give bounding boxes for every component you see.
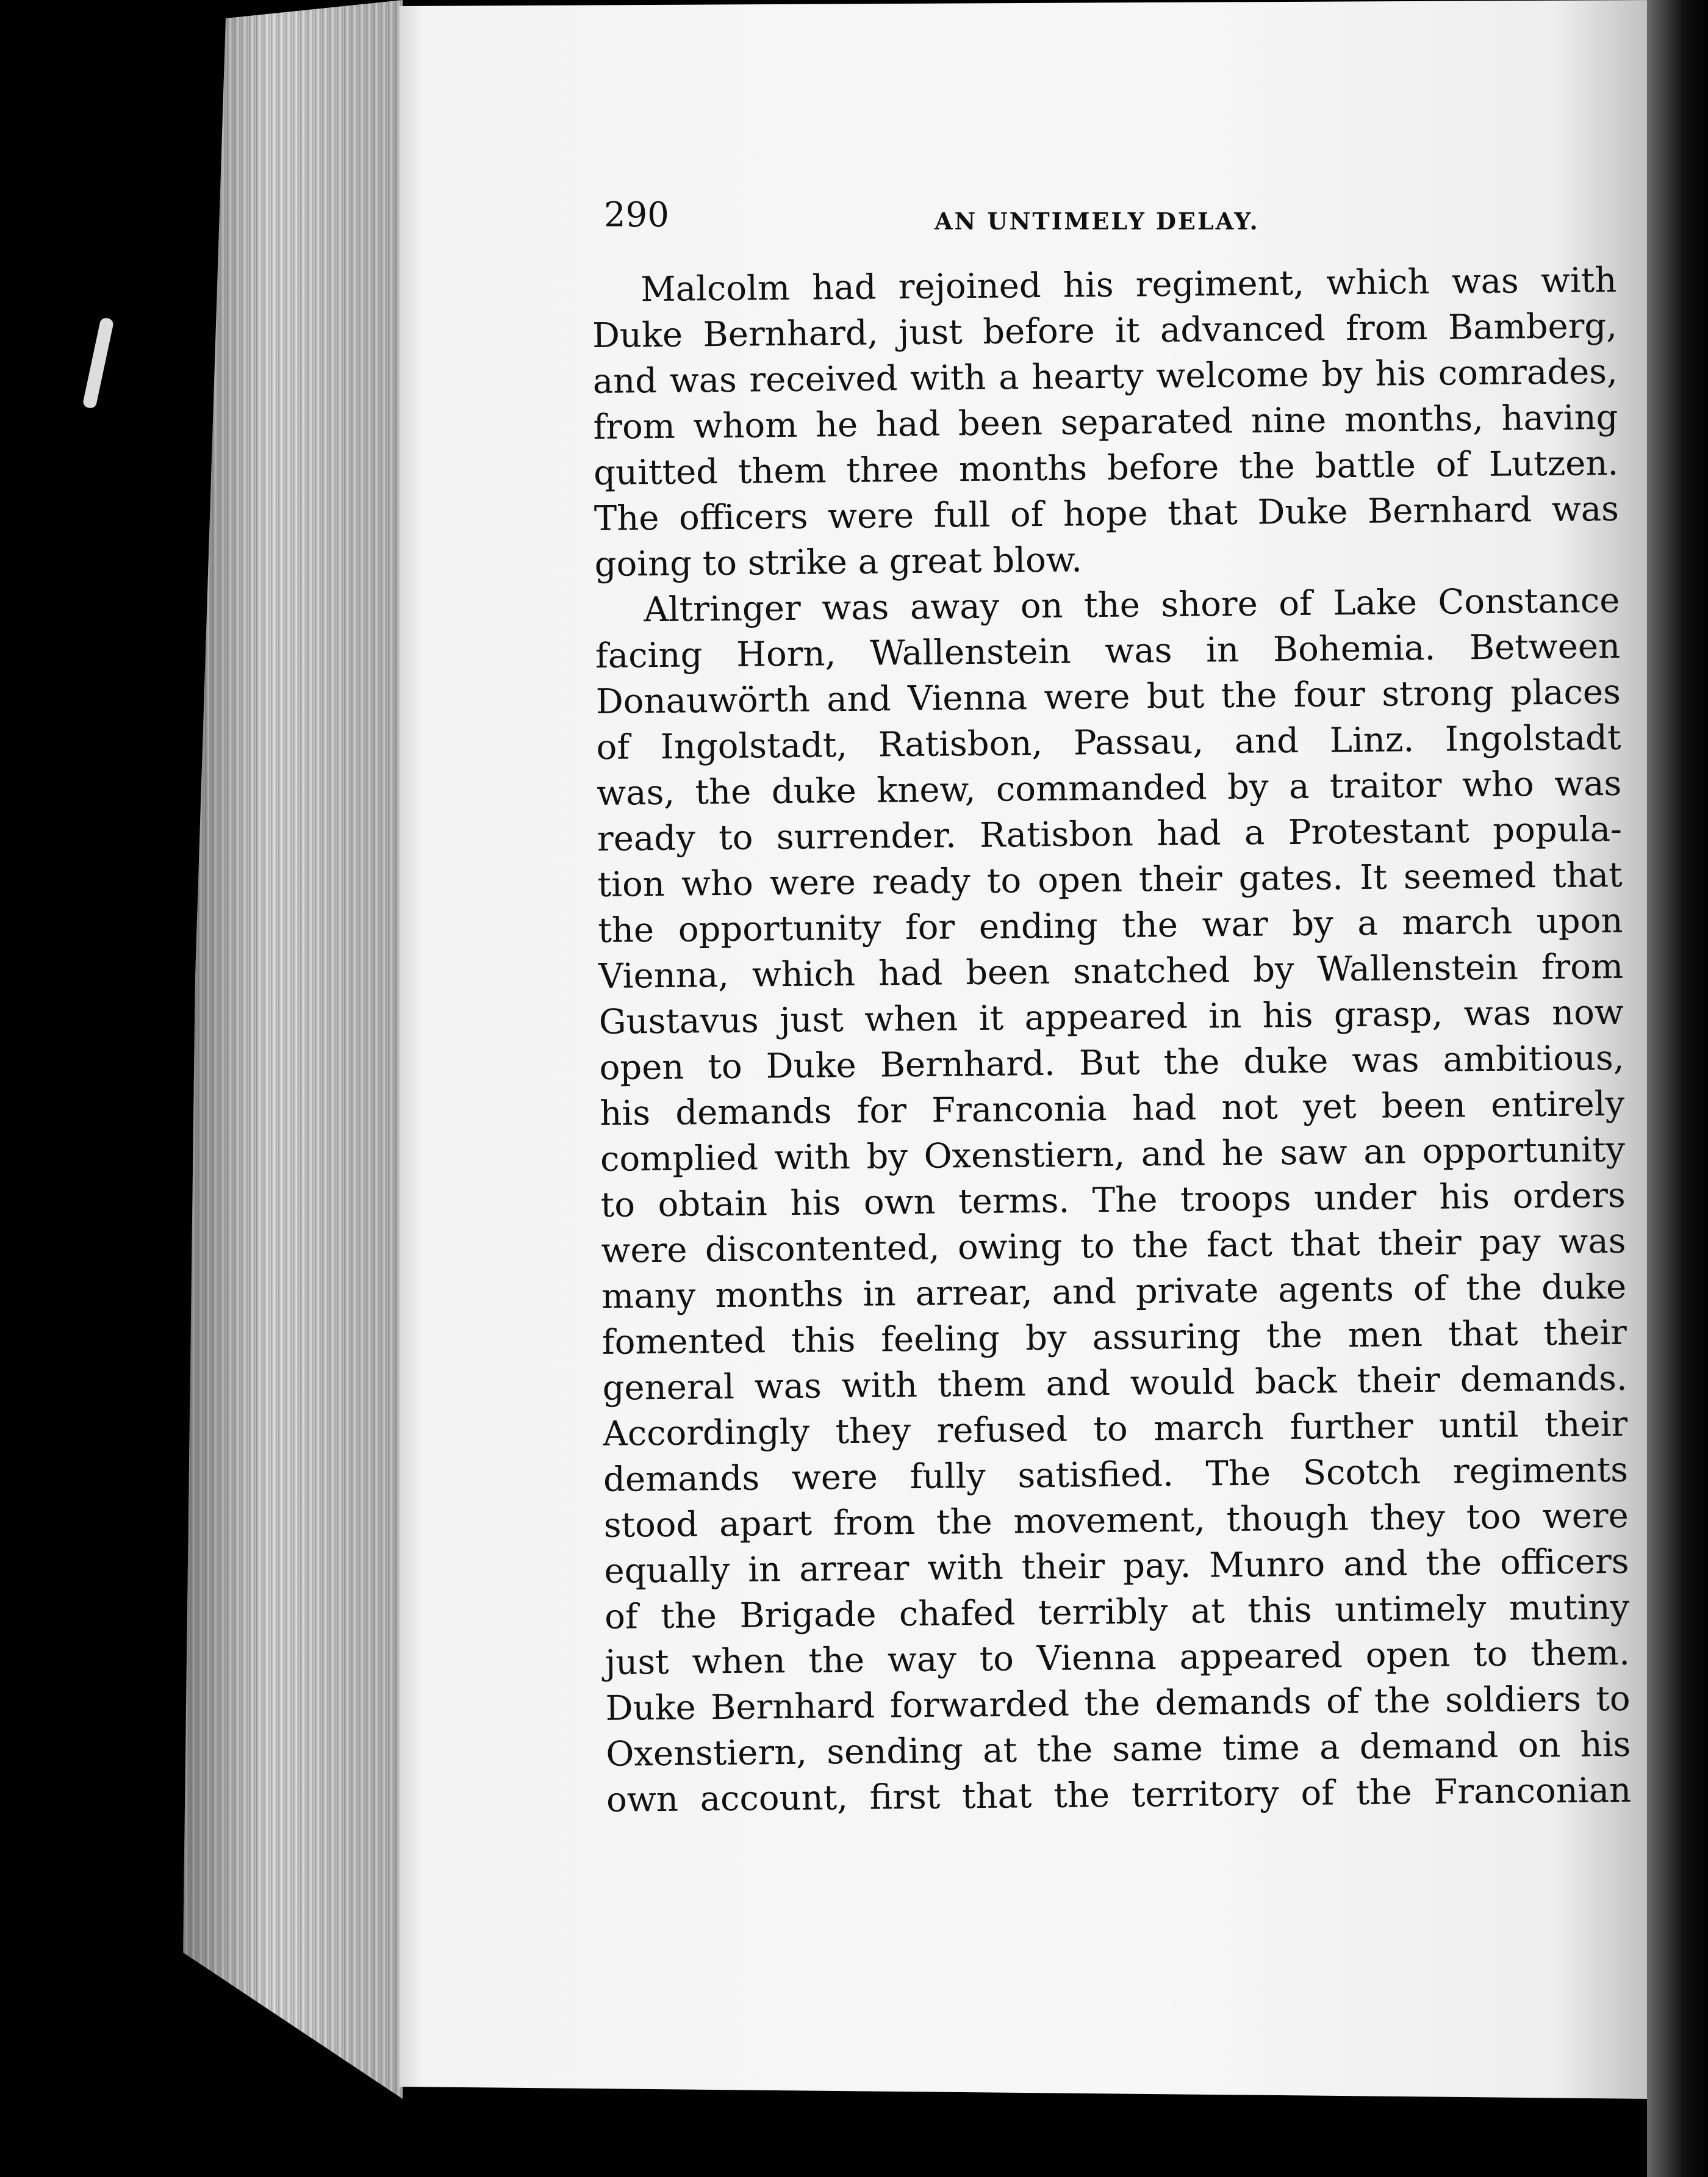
text-line: Oxenstiern, sending at the same time a demand on his <box>606 1724 1631 1774</box>
text-line: and was received with a hearty welcome by his comrades, <box>592 351 1618 401</box>
text-line: tion who were ready to open their gates. It seemed that <box>597 855 1623 905</box>
page-header <box>604 195 1629 244</box>
text-line: open to Duke Bernhard. But the duke was ambitious, <box>599 1038 1624 1088</box>
text-line: Accordingly they refused to march further until their <box>603 1404 1628 1454</box>
text-line: of the Brigade chafed terribly at this untimely mutiny <box>604 1587 1630 1637</box>
page-number: 290 <box>604 195 669 235</box>
text-line: Altringer was away on the shore of Lake Constance <box>644 580 1620 630</box>
text-line: Duke Bernhard, just before it advanced from Bamberg, <box>592 306 1618 356</box>
text-line: his demands for Franconia had not yet been entirely <box>600 1084 1625 1134</box>
binding-shadow <box>1647 0 1708 2177</box>
text-line: ready to surrender. Ratisbon had a Protestant popula- <box>597 809 1623 859</box>
text-line: Duke Bernhard forwarded the demands of the soldiers to <box>605 1679 1631 1729</box>
text-line: The officers were full of hope that Duke Bernhard was <box>594 489 1620 539</box>
text-line: general was with them and would back their demands. <box>602 1358 1627 1408</box>
text-line: stood apart from the movement, though they too were <box>603 1495 1629 1545</box>
text-line: facing Horn, Wallenstein was in Bohemia. Between <box>595 626 1621 676</box>
text-line: Gustavus just when it appeared in his grasp, was now <box>598 992 1624 1042</box>
text-line: many months in arrear, and private agents of the duke <box>601 1267 1627 1317</box>
text-line: Donauwörth and Vienna were but the four strong places <box>595 672 1621 722</box>
text-line: fomented this feeling by assuring the men that their <box>601 1312 1627 1362</box>
text-line: complied with by Oxenstiern, and he saw an opportunity <box>600 1129 1626 1179</box>
text-line: own account, first that the territory of the Franconian <box>606 1770 1632 1820</box>
text-line: just when the way to Vienna appeared open to them. <box>605 1633 1631 1683</box>
page-edges-shade <box>183 0 403 2099</box>
text-line: Malcolm had rejoined his regiment, which was with <box>640 260 1617 310</box>
text-line: equally in arrear with their pay. Munro and the officers <box>604 1541 1629 1591</box>
text-line: Vienna, which had been snatched by Wallenstein from <box>598 946 1624 996</box>
text-line: was, the duke knew, commanded by a traitor who was <box>596 763 1622 813</box>
text-line: going to strike a great blow. <box>594 540 1083 585</box>
scan-artifact-mark <box>82 317 115 409</box>
text-line: to obtain his own terms. The troops under his orders <box>600 1175 1626 1225</box>
text-line: were discontented, owing to the fact that their pay was <box>601 1221 1626 1271</box>
text-line: the opportunity for ending the war by a march upon <box>598 901 1623 951</box>
body-text <box>592 257 1631 1823</box>
running-title: AN UNTIMELY DELAY. <box>935 207 1260 235</box>
text-line: from whom he had been separated nine months, having <box>593 397 1618 447</box>
text-line: quitted them three months before the battle of Lutzen. <box>593 443 1619 493</box>
text-line: of Ingolstadt, Ratisbon, Passau, and Linz. Ingolstadt <box>596 718 1621 768</box>
text-line: demands were fully satisfied. The Scotch regiments <box>603 1450 1629 1500</box>
